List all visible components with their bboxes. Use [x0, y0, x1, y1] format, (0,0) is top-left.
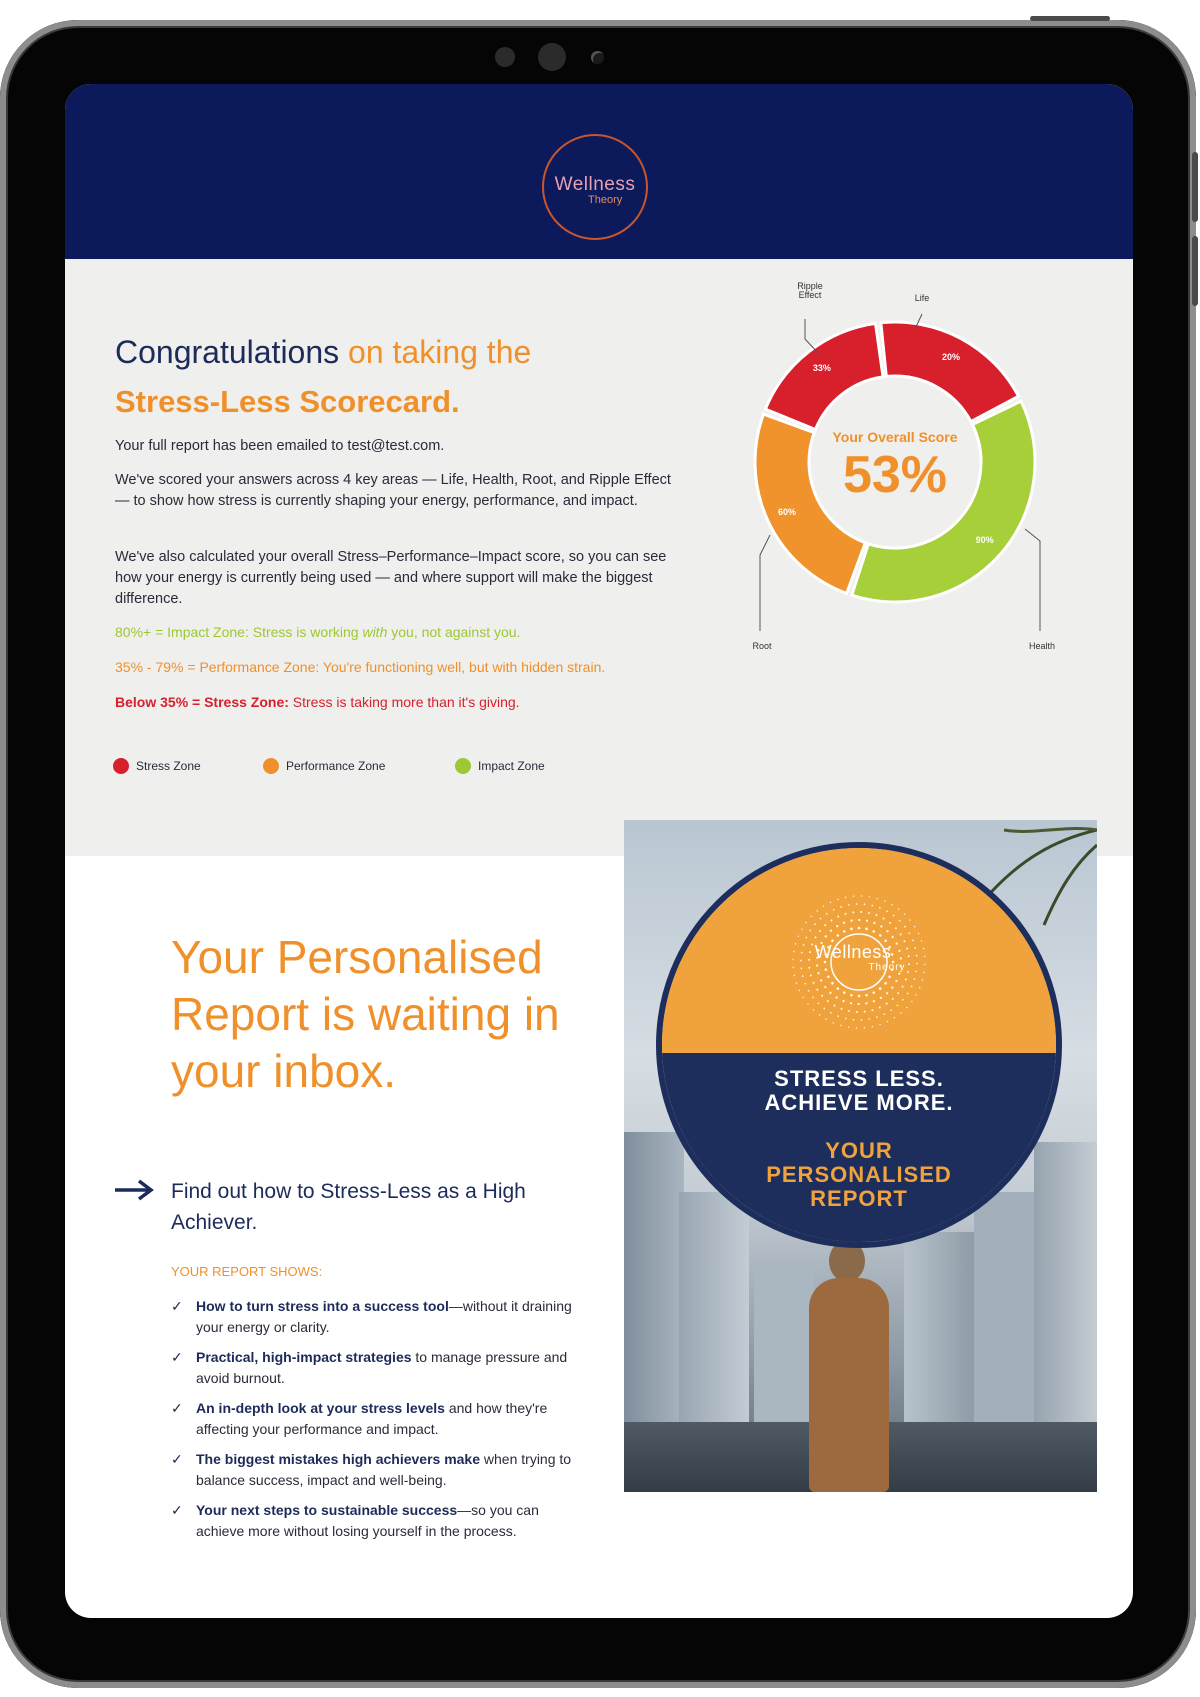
sunburst-dot — [899, 920, 901, 922]
sunburst-dot — [895, 927, 897, 929]
sunburst-dot — [830, 919, 832, 921]
sunburst-dot — [837, 1015, 839, 1017]
sunburst-dot — [865, 994, 868, 997]
sunburst-dot — [812, 997, 814, 999]
sunburst-dot — [796, 982, 797, 983]
logo-subtext: Theory — [588, 194, 623, 206]
donut-value-label: 60% — [778, 507, 797, 518]
sunburst-dot — [850, 928, 853, 931]
sunburst-dot — [879, 934, 882, 937]
sunburst-dot — [884, 901, 885, 902]
sunburst-dot — [798, 936, 799, 937]
sunburst-dot — [922, 979, 923, 980]
sunburst-dot — [892, 936, 894, 938]
sunburst-dot — [907, 993, 909, 995]
sunburst-dot — [904, 914, 905, 915]
tagline-text: Find out how to Stress-Less as a High Achiever. — [171, 1180, 526, 1234]
sunburst-dot — [850, 1002, 852, 1004]
sunburst-dot — [861, 895, 862, 896]
sunburst-dot — [886, 992, 888, 994]
sunburst-dot — [897, 1005, 899, 1007]
category-label: Ripple — [797, 281, 823, 291]
sunburst-dot — [840, 1025, 841, 1026]
sunburst-dot — [872, 1026, 873, 1027]
sunburst-dot — [806, 937, 808, 939]
sunburst-dot — [835, 996, 837, 998]
camera-lens-icon — [591, 51, 604, 64]
check-icon: ✓ — [171, 1298, 183, 1314]
sunburst-dot — [886, 910, 888, 912]
sunburst-dot — [858, 919, 860, 921]
sunburst-dot — [817, 1002, 819, 1004]
sunburst-dot — [864, 1027, 865, 1028]
sunburst-dot — [825, 935, 827, 937]
report-cover-image — [624, 820, 1097, 1492]
sunburst-dot — [856, 1011, 858, 1013]
sunburst-dot — [837, 899, 838, 900]
sunburst-dot — [872, 991, 875, 994]
sunburst-dot — [880, 925, 882, 927]
sunburst-dot — [891, 904, 892, 905]
sunburst-dot — [904, 926, 906, 928]
sunburst-dot — [894, 1017, 895, 1018]
sunburst-dot — [879, 987, 882, 990]
sunburst-dot — [858, 1003, 860, 1005]
list-item: ✓ Your next steps to sustainable success—so you can achieve more without losing yourself in the process. — [171, 1502, 539, 1539]
sunburst-dot — [886, 1003, 888, 1005]
sunburst-dot — [842, 1000, 844, 1002]
sunburst-dot — [813, 1009, 814, 1010]
scoring-description: We've scored your answers across 4 key areas — Life, Health, Root, and Ripple Effect — to show how stress is currently shaping your energy, performance, and impact. — [115, 472, 671, 509]
sunburst-dot — [865, 1002, 867, 1004]
sunburst-dot — [897, 992, 899, 994]
sunburst-dot — [865, 928, 868, 931]
sunburst-dot — [853, 1019, 855, 1021]
sunburst-dot — [823, 1008, 825, 1010]
sunburst-dot — [848, 904, 850, 906]
sunburst-dot — [918, 933, 919, 934]
sunburst-dot — [807, 1003, 808, 1004]
page-title: Congratulations on taking the — [115, 334, 532, 370]
sunburst-dot — [919, 987, 920, 988]
report-cover-badge — [656, 842, 1062, 1248]
sunburst-dot — [889, 922, 891, 924]
sunburst-dot — [876, 898, 877, 899]
sunburst-dot — [843, 922, 845, 924]
sunburst-dot — [886, 930, 888, 932]
cover-subhead-line1: YOUR — [825, 1138, 893, 1163]
sunburst-dot — [850, 994, 853, 997]
sunburst-dot — [826, 913, 828, 915]
sunburst-dot — [804, 983, 806, 985]
sunburst-dot — [819, 1014, 820, 1015]
sunburst-dot — [850, 920, 852, 922]
sunburst-dot — [864, 903, 866, 905]
performance-zone-text: 35% - 79% = Performance Zone: You're functioning well, but with hidden strain. — [115, 659, 606, 675]
report-shows-title: YOUR REPORT SHOWS: — [171, 1264, 323, 1279]
sunburst-dot — [895, 980, 897, 982]
category-label: Root — [752, 641, 772, 651]
sunburst-dot — [891, 986, 893, 988]
impact-zone-text: 80%+ = Impact Zone: Stress is working with you, not against you. — [115, 624, 521, 640]
sunburst-dot — [888, 975, 891, 978]
list-item: ✓ How to turn stress into a success tool—without it draining your energy or clarity. — [171, 1298, 572, 1335]
person-body-shape — [809, 1278, 889, 1492]
tablet-screen — [65, 84, 1133, 1618]
sunburst-dot — [873, 922, 875, 924]
category-label: Life — [914, 293, 930, 303]
sunburst-dot — [816, 910, 817, 911]
donut-segment-ripple-effect — [765, 323, 883, 429]
sunburst-dot — [830, 902, 831, 903]
sunburst-dot — [833, 909, 835, 911]
legend-performance-zone — [263, 756, 385, 776]
logo-text: Wellness — [554, 174, 636, 195]
sunburst-dot — [824, 986, 826, 988]
overall-score-label: Your Overall Score — [832, 429, 958, 445]
camera-icon — [538, 43, 566, 71]
donut-segment-life — [881, 322, 1019, 422]
sunburst-dot — [803, 997, 804, 998]
report-benefits-list — [171, 1296, 591, 1551]
overall-score-donut-chart — [740, 279, 1070, 659]
sunburst-dot — [833, 1022, 834, 1023]
sunburst-dot — [883, 917, 885, 919]
sunburst-dot — [875, 914, 877, 916]
sunburst-dot — [821, 995, 823, 997]
performance-zone-dot — [263, 758, 279, 774]
sunburst-dot — [827, 1000, 829, 1002]
cover-subhead-line3: REPORT — [810, 1186, 908, 1211]
sunburst-dot — [887, 1021, 888, 1022]
sunburst-dot — [801, 928, 802, 929]
cover-subhead-line2: PERSONALISED — [766, 1162, 952, 1187]
sunburst-dot — [820, 979, 822, 981]
category-label: Effect — [798, 290, 822, 300]
sunburst-dot — [873, 1000, 875, 1002]
sunburst-dot — [813, 982, 815, 984]
donut-value-label: 90% — [975, 535, 994, 546]
sunburst-dot — [893, 915, 895, 917]
sunburst-dot — [900, 1012, 901, 1013]
sunburst-dot — [868, 912, 870, 914]
sunburst-dot — [853, 896, 854, 897]
sunburst-dot — [860, 911, 862, 913]
overall-score-description: We've also calculated your overall Stress–Performance–Impact score, so you can see how your energy is currently being used — and where support will make the biggest difference. — [115, 549, 667, 607]
sunburst-dot — [884, 982, 887, 985]
sunburst-dot — [902, 986, 904, 988]
sunburst-dot — [823, 906, 824, 907]
check-icon: ✓ — [171, 1400, 183, 1416]
sunburst-dot — [872, 930, 875, 933]
stress-zone-text: Below 35% = Stress Zone: Stress is taking more than it's giving. — [115, 694, 520, 710]
sunburst-dot — [841, 1008, 843, 1010]
sunburst-dot — [814, 923, 816, 925]
legend-stress-zone — [113, 756, 201, 776]
power-button — [1030, 16, 1110, 21]
sunburst-dot — [810, 974, 812, 976]
sunburst-dot — [908, 932, 910, 934]
wellness-theory-logo[interactable] — [542, 134, 648, 240]
sunburst-dot — [866, 920, 868, 922]
check-icon: ✓ — [171, 1349, 183, 1365]
sunburst-dot — [831, 982, 834, 985]
sunburst-dot — [811, 916, 812, 917]
sunburst-dot — [836, 925, 838, 927]
sunburst-dot — [890, 1009, 892, 1011]
sunburst-dot — [799, 990, 800, 991]
scorecard-title: Stress-Less Scorecard. — [115, 384, 460, 419]
donut-value-label: 33% — [812, 363, 831, 374]
stress-zone-dot — [113, 758, 129, 774]
sunburst-dot — [869, 896, 870, 897]
sunburst-dot — [912, 939, 914, 941]
sunburst-dot — [871, 905, 873, 907]
sunburst-dot — [911, 1001, 912, 1002]
sunburst-dot — [858, 927, 861, 930]
sunburst-dot — [845, 913, 847, 915]
sunburst-dot — [794, 975, 795, 976]
sunburst-dot — [898, 908, 899, 909]
sunburst-dot — [879, 1024, 880, 1025]
sunburst-dot — [805, 922, 806, 923]
cover-headline-line2: ACHIEVE MORE. — [764, 1090, 954, 1115]
sunburst-dot — [892, 998, 894, 1000]
cover-headline-line1: STRESS LESS. — [774, 1066, 944, 1091]
list-item: ✓ An in-depth look at your stress levels and how they're affecting your performance and impact. — [171, 1400, 548, 1437]
sunburst-dot — [911, 986, 913, 988]
check-icon: ✓ — [171, 1451, 183, 1467]
sunburst-dot — [880, 997, 882, 999]
sunburst-dot — [900, 933, 902, 935]
volume-down-button — [1192, 236, 1198, 306]
sunburst-dot — [902, 999, 904, 1001]
sunburst-dot — [824, 924, 826, 926]
sunburst-dot — [819, 930, 821, 932]
legend-label: Stress Zone — [136, 759, 201, 773]
check-icon: ✓ — [171, 1502, 183, 1518]
sunburst-dot — [848, 1010, 850, 1012]
sunburst-dot — [845, 1018, 847, 1020]
arrow-right-icon — [115, 1179, 155, 1201]
sunburst-dot — [864, 1011, 866, 1013]
legend-impact-zone — [455, 756, 545, 776]
sunburst-dot — [861, 1019, 863, 1021]
page-header — [65, 84, 1133, 259]
sunburst-dot — [906, 1007, 907, 1008]
sunburst-dot — [845, 897, 846, 898]
cover-logo-subtext: Theory — [868, 962, 906, 973]
legend-label: Performance Zone — [286, 759, 386, 773]
sunburst-dot — [843, 991, 846, 994]
sunburst-dot — [914, 978, 916, 980]
sunburst-dot — [868, 1018, 870, 1020]
sunburst-dot — [871, 1009, 873, 1011]
legend-label: Impact Zone — [478, 759, 545, 773]
sunburst-dot — [837, 934, 840, 937]
sunburst-dot — [883, 1013, 885, 1015]
sunburst-dot — [848, 1026, 849, 1027]
sunburst-dot — [830, 1012, 832, 1014]
sunburst-dot — [879, 907, 881, 909]
overall-score-value: 53% — [842, 446, 948, 504]
sunburst-dot — [814, 936, 816, 938]
sunburst-dot — [916, 994, 917, 995]
sunburst-dot — [827, 975, 830, 978]
leader-line — [1025, 529, 1040, 631]
sunburst-dot — [809, 930, 811, 932]
sunburst-dot — [856, 903, 858, 905]
sunburst-dot — [852, 911, 854, 913]
sunburst-dot — [830, 930, 832, 932]
sunburst-dot — [905, 978, 907, 980]
sunburst-dot — [802, 975, 804, 977]
leader-line — [760, 535, 770, 631]
list-item: ✓ Practical, high-impact strategies to manage pressure and avoid burnout. — [171, 1349, 568, 1386]
sunburst-dot — [833, 1005, 835, 1007]
sunburst-dot — [909, 919, 910, 920]
sunburst-dot — [829, 992, 831, 994]
sunburst-dot — [825, 1019, 826, 1020]
emailed-notice: Your full report has been emailed to test@test.com. — [115, 438, 445, 454]
list-item: ✓ The biggest mistakes high achievers make when trying to balance success, impact and well-being. — [171, 1451, 572, 1488]
sensor-icon — [495, 47, 515, 67]
sunburst-dot — [840, 906, 842, 908]
sunburst-dot — [858, 995, 861, 998]
sunburst-dot — [843, 930, 846, 933]
sunburst-dot — [914, 926, 915, 927]
sunburst-dot — [816, 989, 818, 991]
volume-up-button — [1192, 152, 1198, 222]
report-heading: Your Personalised Report is waiting in your inbox. — [171, 931, 560, 1097]
sunburst-dot — [876, 1016, 878, 1018]
impact-zone-dot — [455, 758, 471, 774]
sunburst-dot — [820, 918, 822, 920]
sunburst-dot — [879, 1006, 881, 1008]
sunburst-dot — [837, 916, 839, 918]
sunburst-dot — [837, 987, 840, 990]
donut-value-label: 20% — [942, 352, 961, 363]
sunburst-dot — [808, 990, 810, 992]
category-label: Health — [1028, 641, 1056, 651]
cover-logo-text: Wellness — [814, 942, 892, 962]
sunburst-dot — [856, 1027, 857, 1028]
